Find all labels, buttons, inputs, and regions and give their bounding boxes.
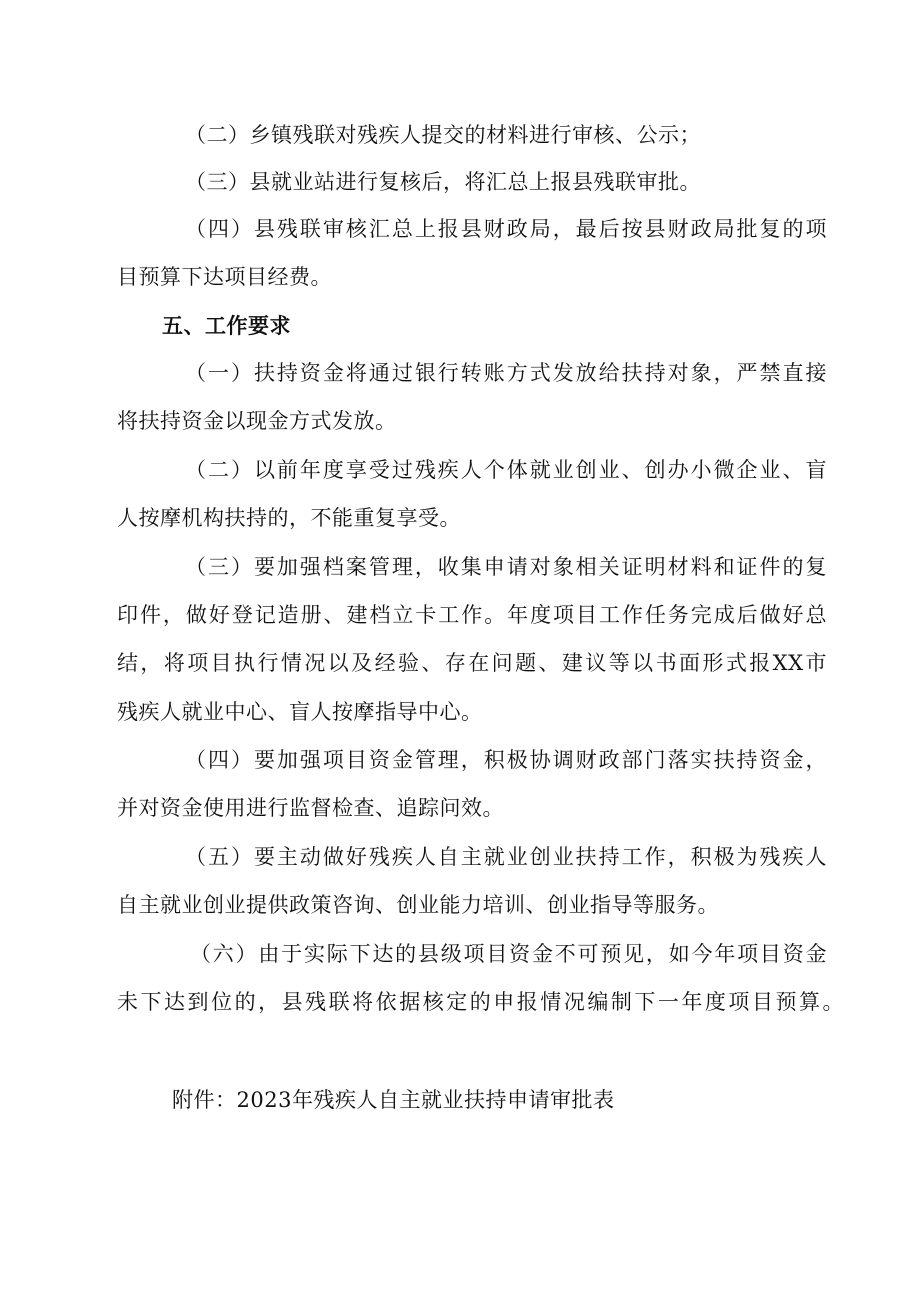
section5-item3-line2: 印件，做好登记造册、建档立卡工作。年度项目工作任务完成后做好总 bbox=[117, 603, 827, 627]
section5-item6-line2: 未下达到位的，县残联将依据核定的申报情况编制下一年度项目预算。 bbox=[117, 990, 844, 1014]
section5-item3-line1: （三）要加强档案管理，收集申请对象相关证明材料和证件的复 bbox=[185, 555, 827, 579]
section4-item4-line2: 目预算下达项目经费。 bbox=[117, 265, 332, 289]
section5-item5-line1: （五）要主动做好残疾人自主就业创业扶持工作，积极为残疾人 bbox=[185, 845, 827, 869]
section5-item1-line2: 将扶持资金以现金方式发放。 bbox=[117, 409, 397, 433]
section5-item6-line1: （六）由于实际下达的县级项目资金不可预见，如今年项目资金 bbox=[190, 942, 827, 966]
section5-item2-line2: 人按摩机构扶持的，不能重复享受。 bbox=[117, 506, 461, 530]
section4-item4-line1: （四）县残联审核汇总上报县财政局，最后按县财政局批复的项 bbox=[185, 217, 827, 241]
section5-item1-line1: （一）扶持资金将通过银行转账方式发放给扶持对象，严禁直接 bbox=[185, 361, 827, 385]
section5-item3-line3: 结，将项目执行情况以及经验、存在问题、建议等以书面形式报XX市 bbox=[117, 651, 827, 675]
section4-item2: （二）乡镇残联对残疾人提交的材料进行审核、公示； bbox=[185, 123, 701, 147]
attachment-line: 附件：2023年残疾人自主就业扶持申请审批表 bbox=[172, 1088, 615, 1112]
section5-heading: 五、工作要求 bbox=[162, 314, 291, 338]
section5-item4-line1: （四）要加强项目资金管理，积极协调财政部门落实扶持资金， bbox=[185, 748, 827, 772]
section4-item3: （三）县就业站进行复核后，将汇总上报县残联审批。 bbox=[185, 170, 701, 194]
section5-item5-line2: 自主就业创业提供政策咨询、创业能力培训、创业指导等服务。 bbox=[117, 893, 719, 917]
section5-item4-line2: 并对资金使用进行监督检查、追踪问效。 bbox=[117, 796, 504, 820]
section5-item3-line4: 残疾人就业中心、盲人按摩指导中心。 bbox=[117, 700, 483, 724]
section5-item2-line1: （二）以前年度享受过残疾人个体就业创业、创办小微企业、盲 bbox=[185, 458, 827, 482]
